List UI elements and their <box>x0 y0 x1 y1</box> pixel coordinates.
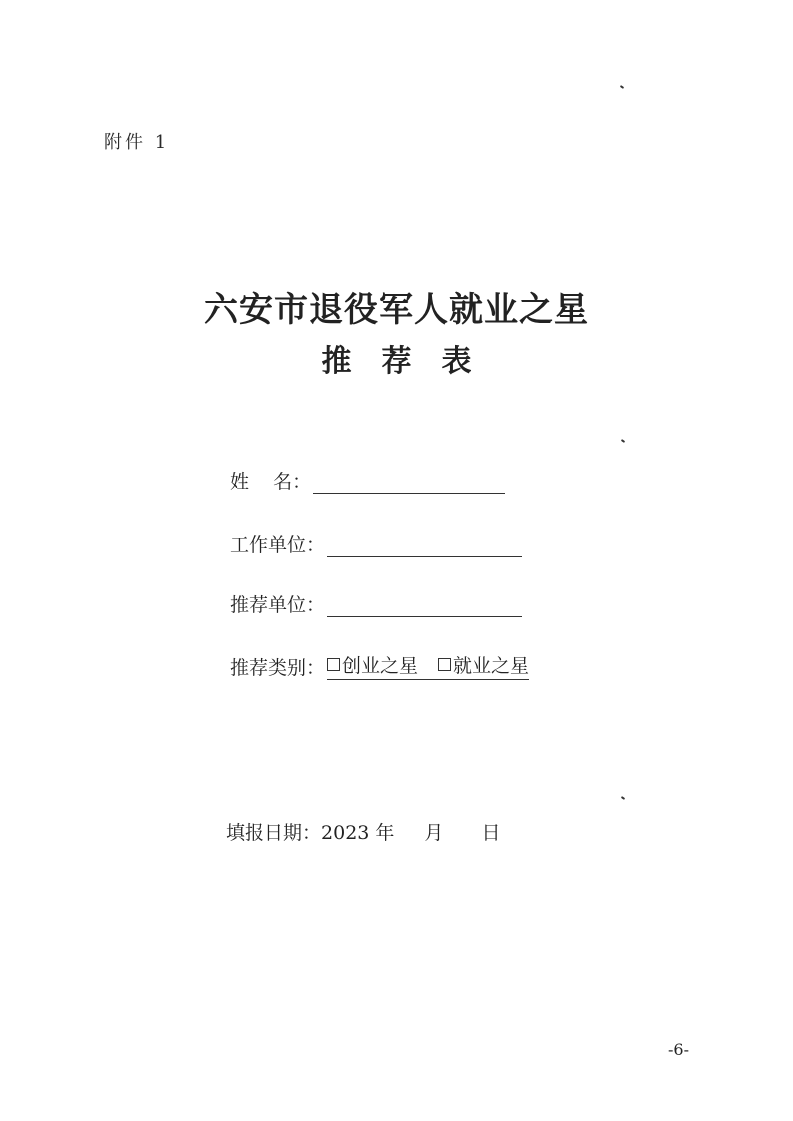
scan-speck <box>620 85 624 89</box>
name-field[interactable] <box>313 471 505 494</box>
work-unit-label: 工作单位： <box>230 534 326 556</box>
recommending-unit-field[interactable] <box>327 594 522 617</box>
work-unit-field[interactable] <box>327 534 522 557</box>
date-row <box>226 818 500 845</box>
date-month: 月 <box>424 822 444 844</box>
date-day: 日 <box>481 822 501 844</box>
checkbox-icon[interactable] <box>327 658 340 671</box>
date-label: 填报日期： <box>226 822 322 844</box>
category-options <box>327 651 529 680</box>
document-subtitle: 推荐表 <box>321 344 502 379</box>
scan-speck <box>621 439 625 443</box>
work-unit-row <box>230 527 522 557</box>
category-label: 推荐类别： <box>230 657 326 679</box>
attachment-label: 附件 1 <box>104 132 170 153</box>
recommending-unit-row <box>230 587 522 617</box>
category-option-label: 创业之星 <box>342 655 419 677</box>
category-row <box>230 650 529 680</box>
name-label: 姓 名： <box>230 471 312 493</box>
name-row <box>230 464 505 494</box>
category-option-label: 就业之星 <box>453 655 530 677</box>
page-number: -6- <box>668 1040 689 1059</box>
scan-speck <box>621 796 625 800</box>
category-option-entrepreneur[interactable] <box>327 651 418 678</box>
date-year: 2023 年 <box>321 822 395 844</box>
document-title: 六安市退役军人就业之星 <box>204 290 589 330</box>
category-option-employment[interactable] <box>438 651 529 678</box>
checkbox-icon[interactable] <box>438 658 451 671</box>
recommending-unit-label: 推荐单位： <box>230 594 326 616</box>
